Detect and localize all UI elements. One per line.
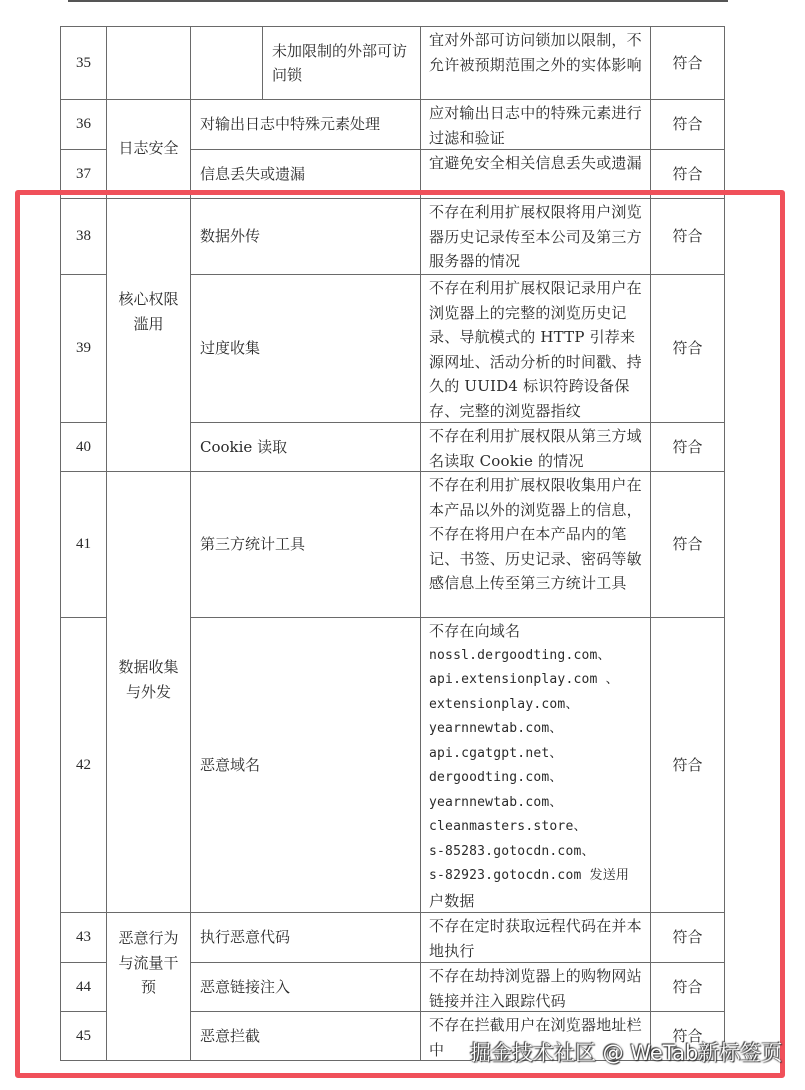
row-43-number: 43 xyxy=(60,912,107,963)
row-41-result: 符合 xyxy=(650,471,725,618)
row-42-item: 恶意域名 xyxy=(190,617,421,913)
domain-entry: api.extensionplay.com 、 xyxy=(429,672,619,687)
row-44-result: 符合 xyxy=(650,962,725,1012)
domain-entry: s-82923.gotocdn.com 发送用 xyxy=(429,868,630,883)
domain-entry: dergoodting.com、 xyxy=(429,770,563,785)
row-35-result: 符合 xyxy=(650,26,725,100)
row-43-description: 不存在定时获取远程代码在并本地执行 xyxy=(420,912,651,963)
row-37-result: 符合 xyxy=(650,149,725,200)
domain-entry: extensionplay.com、 xyxy=(429,696,579,712)
row-45-description: 不存在拦截用户在浏览器地址栏中 xyxy=(420,1011,651,1061)
row-36-result: 符合 xyxy=(650,99,725,150)
category-core-permission-abuse: 核心权限滥用 xyxy=(106,198,191,472)
row-38-number: 38 xyxy=(60,198,107,275)
category-malicious-behavior: 恶意行为与流量干预 xyxy=(106,912,191,1061)
row-37-number: 37 xyxy=(60,149,107,200)
row-40-result: 符合 xyxy=(650,422,725,472)
page-top-rule xyxy=(68,0,728,2)
domain-intro: 不存在向域名 xyxy=(429,622,521,640)
row-39-number: 39 xyxy=(60,274,107,423)
row-35-description: 宜对外部可访问锁加以限制，不允许被预期范围之外的实体影响 xyxy=(420,26,651,100)
row-38-result: 符合 xyxy=(650,198,725,275)
row-38-description: 不存在利用扩展权限将用户浏览器历史记录传至本公司及第三方服务器的情况 xyxy=(420,198,651,275)
row-43-item: 执行恶意代码 xyxy=(190,912,421,963)
row-40-item: Cookie 读取 xyxy=(190,422,421,472)
row-41-item: 第三方统计工具 xyxy=(190,471,421,618)
row-44-item: 恶意链接注入 xyxy=(190,962,421,1012)
domain-entry: yearnnewtab.com、 xyxy=(429,721,563,736)
row-36-item: 对输出日志中特殊元素处理 xyxy=(190,99,421,150)
row-41-number: 41 xyxy=(60,471,107,618)
row-45-result: 符合 xyxy=(650,1011,725,1061)
row-35-subcategory xyxy=(190,26,263,100)
row-43-result: 符合 xyxy=(650,912,725,963)
row-39-description: 不存在利用扩展权限记录用户在浏览器上的完整的浏览历史记录、导航模式的 HTTP 引荐来源网址、活动分析的时间戳、持久的 UUID4 标识符跨设备保存、完整的浏览器指纹 xyxy=(420,274,651,423)
row-42-number: 42 xyxy=(60,617,107,913)
row-37-description: 宜避免安全相关信息丢失或遗漏 xyxy=(420,149,651,200)
row-35-category xyxy=(106,26,191,100)
row-37-item: 信息丢失或遗漏 xyxy=(190,149,421,200)
category-data-collection: 数据收集与外发 xyxy=(106,471,191,913)
row-39-item: 过度收集 xyxy=(190,274,421,423)
row-42-description xyxy=(420,617,651,913)
row-40-number: 40 xyxy=(60,422,107,472)
domain-entry: nossl.dergoodting.com、 xyxy=(429,647,611,663)
row-41-description: 不存在利用扩展权限收集用户在本产品以外的浏览器上的信息，不存在将用户在本产品内的笔记、书签、历史记录、密码等敏感信息上传至第三方统计工具 xyxy=(420,471,651,618)
row-36-description: 应对输出日志中的特殊元素进行过滤和验证 xyxy=(420,99,651,150)
row-45-number: 45 xyxy=(60,1011,107,1061)
row-35-number: 35 xyxy=(60,26,107,100)
watermark: 掘金技术社区 @ WeTab新标签页 xyxy=(470,1041,783,1065)
domain-entry: cleanmasters.store、 xyxy=(429,819,587,834)
row-38-item: 数据外传 xyxy=(190,198,421,275)
row-44-description: 不存在劫持浏览器上的购物网站链接并注入跟踪代码 xyxy=(420,962,651,1012)
row-36-number: 36 xyxy=(60,99,107,150)
domain-entry: s-85283.gotocdn.com、 xyxy=(429,843,595,859)
domain-entry: yearnnewtab.com、 xyxy=(429,794,563,810)
row-35-item: 未加限制的外部可访问锁 xyxy=(262,26,421,100)
row-44-number: 44 xyxy=(60,962,107,1012)
row-45-item: 恶意拦截 xyxy=(190,1011,421,1061)
row-40-description: 不存在利用扩展权限从第三方域名读取 Cookie 的情况 xyxy=(420,422,651,472)
category-log-security: 日志安全 xyxy=(106,99,191,200)
row-39-result: 符合 xyxy=(650,274,725,423)
domain-entry: api.cgatgpt.net、 xyxy=(429,745,563,761)
row-42-result: 符合 xyxy=(650,617,725,913)
domain-outro: 户数据 xyxy=(429,891,475,910)
